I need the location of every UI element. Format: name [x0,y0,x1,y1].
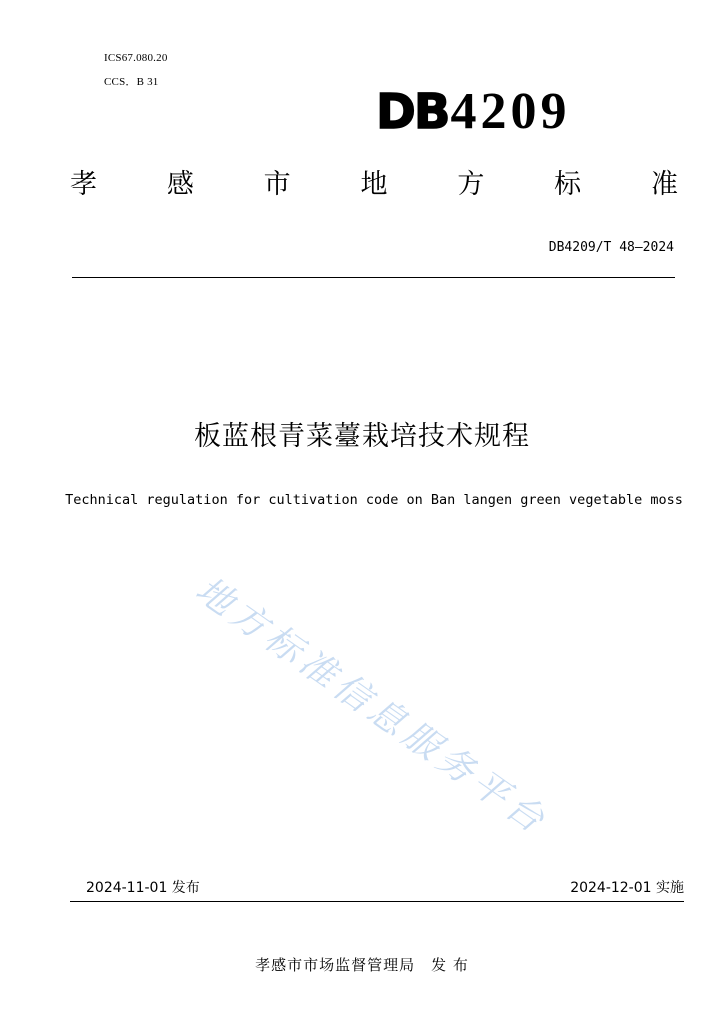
standard-name-char: 标 [554,169,582,200]
standard-category-name [70,168,678,202]
issuing-authority: 孝感市市场监督管理局 发 布 [255,956,469,974]
db-number: 4209 [450,83,571,140]
document-title-chinese: 板蓝根青菜薹栽培技术规程 [194,421,530,452]
top-divider [72,277,675,278]
standard-name-char: 地 [360,169,388,200]
standard-name-char: 准 [650,169,678,200]
document-title-english: Technical regulation for cultivation code on Ban langen green vegetable moss [65,492,683,508]
standard-name-char: 孝 [70,169,97,200]
watermark: 地方标准信息服务平台 [188,569,556,844]
issue-date: 2024-11-01 发布 [86,880,200,896]
ics-code: ICS67.080.20 [104,52,168,64]
standard-name-char: 方 [457,169,485,200]
db-code-logo [376,84,570,140]
db-prefix: DB [376,84,449,140]
standard-name-char: 市 [263,169,291,200]
standard-name-char: 感 [166,169,194,200]
implementation-date: 2024-12-01 实施 [570,880,684,896]
bottom-divider [70,901,684,902]
ccs-code: CCS．B 31 [104,76,159,88]
standard-number: DB4209/T 48—2024 [548,240,674,255]
